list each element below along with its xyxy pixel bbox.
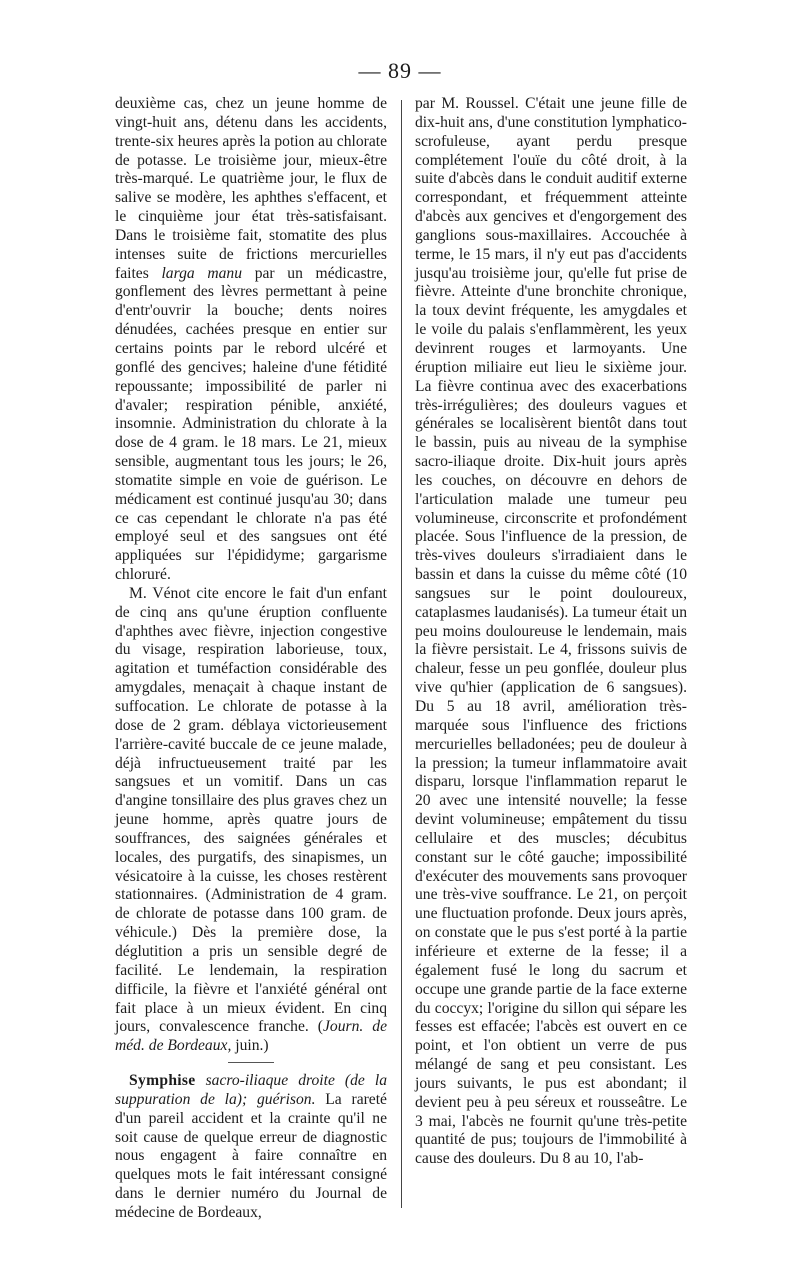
paragraph-symphise-section: [115, 1072, 387, 1223]
section-heading: Symphise: [129, 1072, 196, 1090]
section-subheading: sacro-iliaque droite (de la suppuration de la); guérison.: [115, 1072, 387, 1108]
paragraph-roussel-case: par M. Roussel. C'était une jeune fille de dix-huit ans, d'une constitution lymphatico-scrofuleuse, ayant perdu presque complétement l'ouïe du côté droit, à la suite d'abcès dans le conduit auditif externe correspondant, et fréquemment atteinte d'abcès aux gencives et d'engorgement des ganglions sous-maxillaires. Accouchée à terme, le 15 mars, il n'y eut pas d'accidents jusqu'au troisième jour, qu'elle fut prise de fièvre. Atteinte d'une bronchite chronique, la toux devint fréquente, les amygdales et le voile du palais s'enflammèrent, les yeux devinrent rouges et larmoyants. Une éruption miliaire eut lieu le sixième jour. La fièvre continua avec des exacerbations très-irrégulières; des douleurs vagues et générales se localisèrent bientôt dans tout le bassin, puis au niveau de la symphise sacro-iliaque droite. Dix-huit jours après les couches, on découvre en dehors de l'articulation malade une tumeur peu volumineuse, circonscrite et profondément placée. Sous l'influence de la pression, de très-vives douleurs s'irradiaient dans le bassin et dans la cuisse du même côté (10 sangsues sur le point douloureux, cataplasmes laudanisés). La tumeur était un peu moins douloureuse le lendemain, mais la fièvre persistait. Le 4, frissons suivis de chaleur, fesse un peu gonflée, douleur plus vive qu'hier (application de 6 sangsues). Du 5 au 18 avril, amélioration très-marquée sous l'influence des frictions mercurielles belladonées; peu de douleur à la pression; la tumeur inflammatoire avait disparu, lorsque l'inflammation reparut le 20 avec une intensité nouvelle; la fesse devint volumineuse; empâtement du tissu cellulaire et des muscles; décubitus constant sur le côté gauche; impossibilité d'exécuter des mouvements sans provoquer une très-vive souffrance. Le 21, on perçoit une fluctuation profonde. Deux jours après, on constate que le pus s'est porté à la partie inférieure et externe de la fesse; il a également fusé le long du sacrum et occupe une grande partie de la face externe du coccyx; l'origine du sillon qui sépare les fesses est effacée; l'abcès est ouvert en ce point, et l'on obtient un verre de pus mélangé de sang et peu consistant. Les jours suivants, le pus est abondant; il devient peu à peu séreux et rousseâtre. Le 3 mai, l'abcès ne fournit qu'une très-petite quantité de pus; toujours de l'immobilité à cause des douleurs. Du 8 au 10, l'ab-: [415, 95, 687, 1168]
right-column: [415, 95, 687, 1169]
journal-citation: Journ. de méd. de Bordeaux,: [115, 1018, 387, 1055]
page-number: — 89 —: [358, 58, 442, 83]
text-run: juin.): [231, 1037, 269, 1055]
text-run: M. Vénot cite encore le fait d'un enfant de cinq ans qu'une éruption confluente d'aphthes avec fièvre, injection congestive du visage, respiration laborieuse, toux, agitation et tuméfaction considérable des amygdales, menaçait à chaque instant de suffocation. Le chlorate de potasse à la dose de 2 gram. déblaya victorieusement l'arrière-cavité buccale de ce jeune malade, déjà infructueusement traité par les sangsues et un vomitif. Dans un cas d'angine tonsillaire des plus graves chez un jeune homme, après quatre jours de souffrances, des saignées générales et locales, des purgatifs, des sinapismes, un vésicatoire à la cuisse, les choses restèrent stationnaires. (Administration de 4 gram. de chlorate de potasse dans 100 gram. de véhicule.) Dès la première dose, la déglutition a pris un sensible degré de facilité. Le lendemain, la respiration difficile, la fièvre et l'anxiété général ont fait place à un mieux évident. En cinq jours, convalescence franche. (: [115, 584, 387, 1036]
text-run: deuxième cas, chez un jeune homme de vingt-huit ans, détenu dans les accidents, trente-six heures après la potion au chlorate de potasse. Le troisième jour, mieux-être très-marqué. Le quatrième jour, le flux de salive se modère, les aphthes s'effacent, et le cinquième jour état très-satisfaisant. Dans le troisième fait, stomatite des plus intenses suite de frictions mercurielles faites: [115, 95, 387, 282]
paragraph-stomatitis-cases: [115, 95, 387, 585]
latin-phrase: larga manu: [161, 264, 243, 282]
section-separator: [228, 1062, 274, 1063]
text-run: par un médicastre, gonflement des lèvres permettant à peine d'entr'ouvrir la bouche; dents noires dénudées, cachées presque en entier sur certains points par le rebord ulcéré et gonflé des gencives; haleine d'une fétidité repoussante; impossibilité de parler ni d'avaler; respiration pénible, anxiété, insomnie. Administration du chlorate à la dose de 4 gram. le 18 mars. Le 21, mieux sensible, augmentant tous les jours; le 26, stomatite simple en voie de guérison. Le médicament est continué jusqu'au 30; dans ce cas cependant le chlorate n'a pas été employé seul et des sangsues ont été appliquées sur l'épididyme; gargarisme chloruré.: [115, 264, 387, 584]
text-run: La rareté d'un pareil accident et la crainte qu'il ne soit cause de quelque erreur de diagnostic nous engagent à faire connaître en quelques mots le fait intéressant consigné dans le dernier numéro du Journal de médecine de Bordeaux,: [115, 1090, 387, 1221]
column-divider: [401, 100, 402, 1208]
paragraph-venot-cases: [115, 585, 387, 1056]
left-column: [115, 95, 387, 1223]
